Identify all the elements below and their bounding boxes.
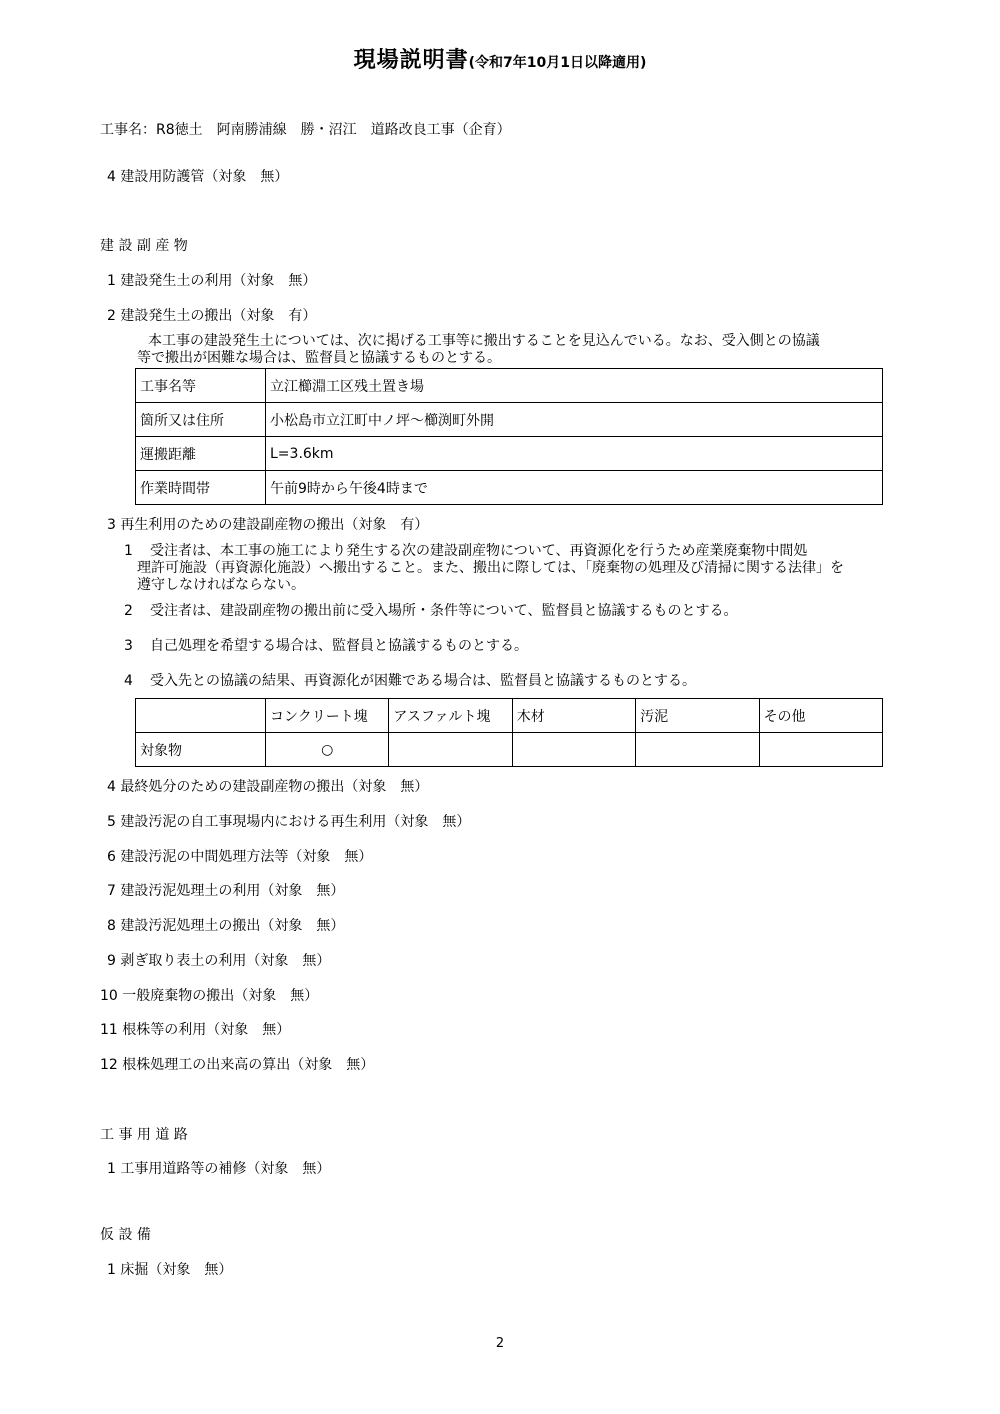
soil-destination-table xyxy=(135,368,883,505)
table-row xyxy=(136,471,883,505)
table-cell-asphalt xyxy=(389,733,512,767)
table-cell-label: 運搬距離 xyxy=(136,437,266,471)
table-cell-concrete: ○ xyxy=(266,733,389,767)
table-cell-sludge xyxy=(636,733,759,767)
byproducts-item-9: 9 剥ぎ取り表土の利用（対象 無） xyxy=(107,953,331,969)
item3-sub4-number: 4 xyxy=(124,673,133,689)
table-row xyxy=(136,437,883,471)
table-cell-value: 立江櫛淵工区残土置き場 xyxy=(266,369,883,403)
roads-item-1: 1 工事用道路等の補修（対象 無） xyxy=(107,1161,331,1177)
table-cell-label: 作業時間帯 xyxy=(136,471,266,505)
item2-description-line-1: 本工事の建設発生土については、次に掲げる工事等に搬出することを見込んでいる。なお、受入側との協議 xyxy=(148,333,820,349)
byproducts-item-4: 4 最終処分のための建設副産物の搬出（対象 無） xyxy=(107,779,429,795)
item3-sub3-text: 自己処理を希望する場合は、監督員と協議するものとする。 xyxy=(150,638,528,654)
table-cell-other xyxy=(759,733,882,767)
item3-sub1-line-3: 遵守しなければならない。 xyxy=(137,577,305,593)
table-cell-value: 小松島市立江町中ノ坪～櫛渕町外開 xyxy=(266,403,883,437)
byproducts-item-3: 3 再生利用のための建設副産物の搬出（対象 有） xyxy=(107,517,429,533)
table-cell-label: 箇所又は住所 xyxy=(136,403,266,437)
table-header-row xyxy=(136,699,883,733)
document-title: 現場説明書 xyxy=(353,48,469,73)
section-heading-roads: 工 事 用 道 路 xyxy=(100,1127,188,1143)
byproduct-material-table xyxy=(135,698,883,767)
table-header-cell xyxy=(136,699,266,733)
page-title xyxy=(0,48,1000,74)
item3-sub4-text: 受入先との協議の結果、再資源化が困難である場合は、監督員と協議するものとする。 xyxy=(150,673,696,689)
table-cell-label: 工事名等 xyxy=(136,369,266,403)
byproducts-item-5: 5 建設汚泥の自工事現場内における再生利用（対象 無） xyxy=(107,814,471,830)
table-header-cell: その他 xyxy=(759,699,882,733)
table-header-cell: コンクリート塊 xyxy=(266,699,389,733)
byproducts-item-11: 11 根株等の利用（対象 無） xyxy=(100,1022,291,1038)
project-name: 工事名：R8徳土 阿南勝浦線 勝・沼江 道路改良工事（企育） xyxy=(100,122,511,138)
document-subtitle: (令和7年10月1日以降適用) xyxy=(468,55,647,71)
section-heading-byproducts: 建 設 副 産 物 xyxy=(100,238,188,254)
table-cell-wood xyxy=(512,733,635,767)
table-row xyxy=(136,733,883,767)
table-header-cell: アスファルト塊 xyxy=(389,699,512,733)
byproducts-item-7: 7 建設汚泥処理土の利用（対象 無） xyxy=(107,883,345,899)
table-header-cell: 汚泥 xyxy=(636,699,759,733)
byproducts-item-6: 6 建設汚泥の中間処理方法等（対象 無） xyxy=(107,849,373,865)
byproducts-item-12: 12 根株処理工の出来高の算出（対象 無） xyxy=(100,1057,375,1073)
section-heading-temporary: 仮 設 備 xyxy=(100,1227,151,1243)
table-cell-value: 午前9時から午後4時まで xyxy=(266,471,883,505)
table-row xyxy=(136,369,883,403)
item3-sub2-text: 受注者は、建設副産物の搬出前に受入場所・条件等について、監督員と協議するものとする。 xyxy=(150,603,738,619)
item3-sub1-line-2: 理許可施設（再資源化施設）へ搬出すること。また、搬出に際しては、「廃棄物の処理及び清掃に関する法律」を xyxy=(137,560,844,576)
item2-description-line-2: 等で搬出が困難な場合は、監督員と協議するものとする。 xyxy=(137,350,501,366)
item3-sub1-number: 1 xyxy=(124,543,133,559)
byproducts-item-2: 2 建設発生土の搬出（対象 有） xyxy=(107,308,317,324)
table-row xyxy=(136,403,883,437)
byproducts-item-1: 1 建設発生土の利用（対象 無） xyxy=(107,273,317,289)
table-row-label: 対象物 xyxy=(136,733,266,767)
item3-sub3-number: 3 xyxy=(124,638,133,654)
table-cell-value: L=3.6km xyxy=(266,437,883,471)
item3-sub2-number: 2 xyxy=(124,603,133,619)
page-number: 2 xyxy=(495,1336,505,1351)
byproducts-item-10: 10 一般廃棄物の搬出（対象 無） xyxy=(100,988,319,1004)
temporary-item-1: 1 床掘（対象 無） xyxy=(107,1262,233,1278)
pre-item: 4 建設用防護管（対象 無） xyxy=(107,169,289,185)
byproducts-item-8: 8 建設汚泥処理土の搬出（対象 無） xyxy=(107,918,345,934)
item3-sub1-line-1: 受注者は、本工事の施工により発生する次の建設副産物について、再資源化を行うため産業廃棄物中間処 xyxy=(150,543,808,559)
table-header-cell: 木材 xyxy=(512,699,635,733)
